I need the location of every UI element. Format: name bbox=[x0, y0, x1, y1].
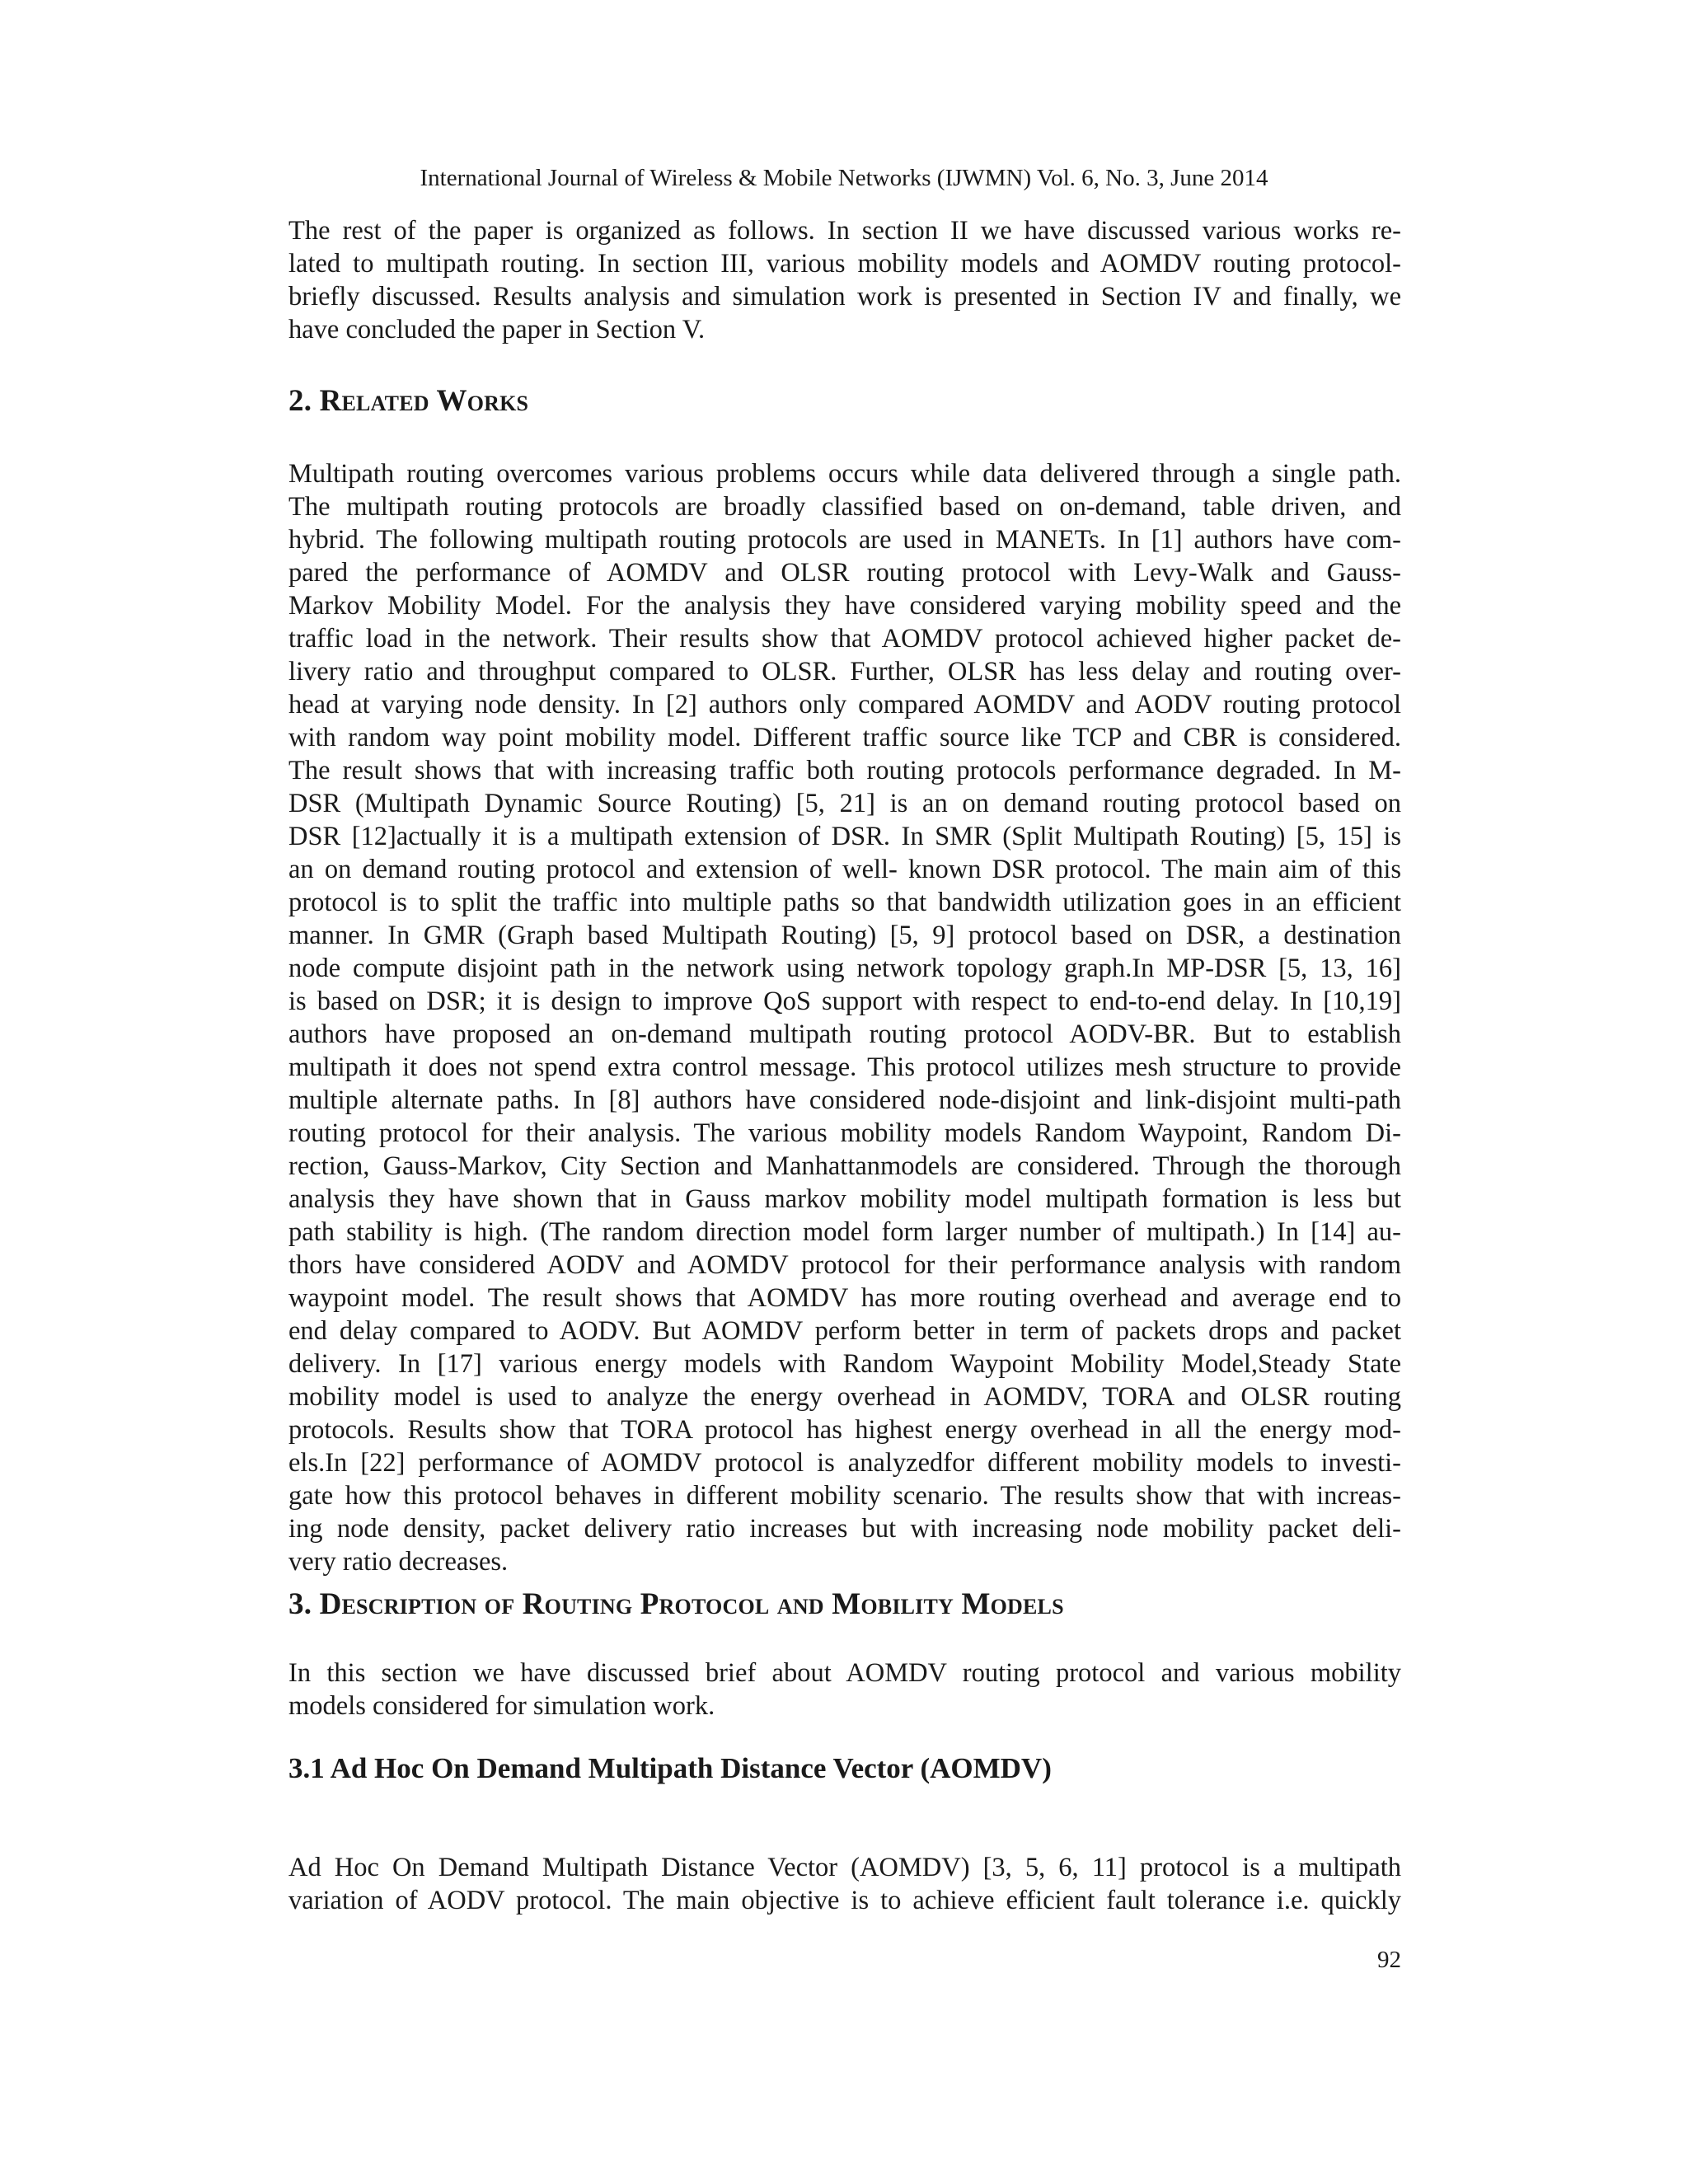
text-line: The multipath routing protocols are broadly classified based on on-demand, table driven, and bbox=[288, 492, 1401, 522]
intro-paragraph-text bbox=[288, 214, 1401, 346]
section-3-paragraph bbox=[288, 1657, 1401, 1722]
section-3-1-body bbox=[288, 1851, 1401, 1917]
text-line: In this section we have discussed brief about AOMDV routing protocol and various mobility bbox=[288, 1658, 1401, 1688]
text-line: routing protocol for their analysis. The various mobility models Random Waypoint, Random Di- bbox=[288, 1118, 1401, 1148]
text-line: node compute disjoint path in the network using network topology graph.In MP-DSR [5, 13, 16] bbox=[288, 954, 1401, 983]
text-line: mobility model is used to analyze the energy overhead in AOMDV, TORA and OLSR routing bbox=[288, 1382, 1401, 1412]
page-number: 92 bbox=[1377, 1947, 1401, 1973]
text-line: briefly discussed. Results analysis and simulation work is presented in Section IV and finally, we bbox=[288, 282, 1401, 312]
text-line: protocols. Results show that TORA protocol has highest energy overhead in all the energy mod- bbox=[288, 1415, 1401, 1445]
text-line: variation of AODV protocol. The main objective is to achieve efficient fault tolerance i.e. quickly bbox=[288, 1886, 1401, 1915]
section-2-body bbox=[288, 457, 1401, 1578]
section-2-heading: 2. Related Works bbox=[288, 384, 529, 418]
text-line: an on demand routing protocol and extension of well- known DSR protocol. The main aim of this bbox=[288, 855, 1401, 884]
text-line: Ad Hoc On Demand Multipath Distance Vector (AOMDV) [3, 5, 6, 11] protocol is a multipath bbox=[288, 1853, 1401, 1882]
text-line: hybrid. The following multipath routing protocols are used in MANETs. In [1] authors have com- bbox=[288, 525, 1401, 555]
text-line: Multipath routing overcomes various problems occurs while data delivered through a single path. bbox=[288, 459, 1401, 489]
text-line: head at varying node density. In [2] authors only compared AOMDV and AODV routing protocol bbox=[288, 690, 1401, 719]
text-line: analysis they have shown that in Gauss markov mobility model multipath formation is less but bbox=[288, 1184, 1401, 1214]
section-3-heading: 3. Description of Routing Protocol and Mobility Models bbox=[288, 1587, 1064, 1621]
text-line: lated to multipath routing. In section III, various mobility models and AOMDV routing protocol- bbox=[288, 249, 1401, 279]
text-line: els.In [22] performance of AOMDV protocol is analyzedfor different mobility models to investi- bbox=[288, 1448, 1401, 1478]
text-line: multipath it does not spend extra control message. This protocol utilizes mesh structure to provide bbox=[288, 1052, 1401, 1082]
text-line: have concluded the paper in Section V. bbox=[288, 315, 706, 344]
text-line: with random way point mobility model. Different traffic source like TCP and CBR is considered. bbox=[288, 723, 1401, 752]
running-header: International Journal of Wireless & Mobile Networks (IJWMN) Vol. 6, No. 3, June 2014 bbox=[420, 165, 1268, 191]
text-line: Markov Mobility Model. For the analysis they have considered varying mobility speed and the bbox=[288, 591, 1401, 621]
text-line: protocol is to split the traffic into multiple paths so that bandwidth utilization goes in an efficient bbox=[288, 888, 1401, 917]
section-3-1-heading-block bbox=[288, 1750, 1401, 1787]
text-line: manner. In GMR (Graph based Multipath Routing) [5, 9] protocol based on DSR, a destination bbox=[288, 921, 1401, 950]
section-3-1-heading: 3.1 Ad Hoc On Demand Multipath Distance Vector (AOMDV) bbox=[288, 1752, 1052, 1784]
section-3-1-paragraph bbox=[288, 1851, 1401, 1917]
text-line: thors have considered AODV and AOMDV protocol for their performance analysis with random bbox=[288, 1250, 1401, 1280]
text-line: multiple alternate paths. In [8] authors have considered node-disjoint and link-disjoint multi-path bbox=[288, 1085, 1401, 1115]
text-line: The result shows that with increasing traffic both routing protocols performance degraded. In M- bbox=[288, 756, 1401, 785]
text-line: path stability is high. (The random direction model form larger number of multipath.) In [14] au- bbox=[288, 1217, 1401, 1247]
text-line: DSR (Multipath Dynamic Source Routing) [5, 21] is an on demand routing protocol based on bbox=[288, 789, 1401, 818]
text-line: livery ratio and throughput compared to OLSR. Further, OLSR has less delay and routing over- bbox=[288, 657, 1401, 687]
text-line: traffic load in the network. Their results show that AOMDV protocol achieved higher packet de- bbox=[288, 624, 1401, 654]
section-3-body bbox=[288, 1657, 1401, 1722]
text-line: is based on DSR; it is design to improve QoS support with respect to end-to-end delay. In [10,19] bbox=[288, 987, 1401, 1016]
text-line: end delay compared to AODV. But AOMDV perform better in term of packets drops and packet bbox=[288, 1316, 1401, 1346]
section-2-heading-block bbox=[288, 383, 1401, 419]
text-line: waypoint model. The result shows that AOMDV has more routing overhead and average end to bbox=[288, 1283, 1401, 1313]
text-line: gate how this protocol behaves in different mobility scenario. The results show that with increas- bbox=[288, 1481, 1401, 1511]
text-line: delivery. In [17] various energy models with Random Waypoint Mobility Model,Steady State bbox=[288, 1349, 1401, 1379]
text-line: rection, Gauss-Markov, City Section and Manhattanmodels are considered. Through the thorough bbox=[288, 1151, 1401, 1181]
text-line: models considered for simulation work. bbox=[288, 1691, 715, 1721]
text-line: The rest of the paper is organized as follows. In section II we have discussed various works re- bbox=[288, 216, 1401, 246]
text-line: authors have proposed an on-demand multipath routing protocol AODV-BR. But to establish bbox=[288, 1019, 1401, 1049]
section-3-heading-block bbox=[288, 1586, 1401, 1623]
text-line: ing node density, packet delivery ratio increases but with increasing node mobility packet deli- bbox=[288, 1514, 1401, 1544]
intro-paragraph bbox=[288, 214, 1401, 346]
text-line: pared the performance of AOMDV and OLSR routing protocol with Levy-Walk and Gauss- bbox=[288, 558, 1401, 588]
text-line: DSR [12]actually it is a multipath extension of DSR. In SMR (Split Multipath Routing) [5, 15] is bbox=[288, 822, 1401, 851]
text-line: very ratio decreases. bbox=[288, 1547, 509, 1577]
section-2-paragraph bbox=[288, 457, 1401, 1578]
